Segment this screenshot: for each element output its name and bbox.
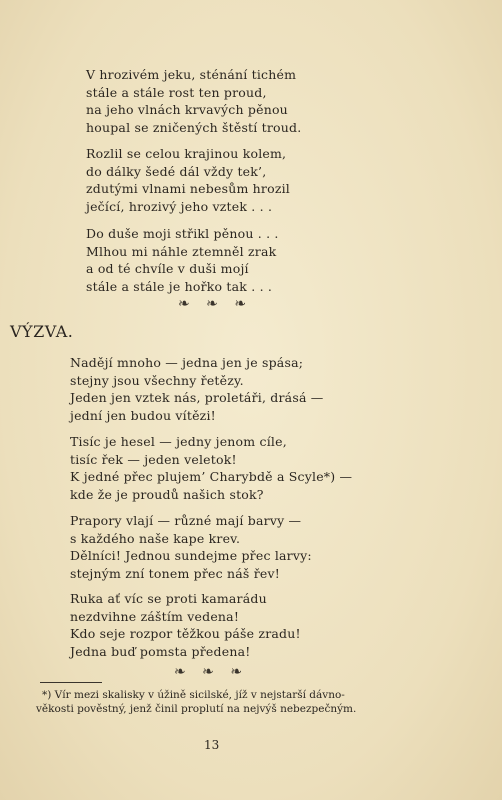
verse-line: K jedné přec plujem’ Charybdě a Scyle*) — bbox=[70, 469, 353, 484]
verse-line: stejny jsou všechny řetězy. bbox=[70, 372, 244, 388]
verse-line: Prapory vlají — různé mají barvy — bbox=[70, 513, 302, 528]
verse-line: jední jen budou vítězi! bbox=[70, 407, 216, 423]
verse-line: s každého naše kape krev. bbox=[70, 530, 241, 546]
verse-line: do dálky šedé dál vždy tek’, bbox=[86, 163, 267, 179]
verse-line: Kdo seje rozpor těžkou páše zradu! bbox=[70, 626, 301, 641]
verse-line: na jeho vlnách krvavých pěnou bbox=[86, 102, 288, 117]
verse-line: V hrozivém jeku, sténání tichém bbox=[86, 67, 297, 82]
verse-line: Rozlil se celou krajinou kolem, bbox=[86, 146, 287, 161]
verse-line: Jeden jen vztek nás, proletáři, drásá — bbox=[70, 390, 324, 405]
verse-line: stejným zní tonem přec náš řev! bbox=[70, 565, 280, 581]
page-number: 13 bbox=[204, 738, 220, 752]
verse-line: stále a stále je hořko tak . . . bbox=[86, 278, 273, 294]
verse-line: kde že je proudů našich stok? bbox=[70, 486, 264, 502]
stanza-2 bbox=[86, 145, 290, 215]
verse-line: Mlhou mi náhle ztemněl zrak bbox=[86, 243, 277, 259]
footnote bbox=[36, 688, 470, 716]
verse-line: zdutými vlnami nebesům hrozil bbox=[86, 181, 291, 196]
footnote-rule bbox=[40, 682, 102, 683]
verse-line: tisíc řek — jeden veletok! bbox=[70, 451, 237, 467]
verse-line: Dělníci! Jednou sundejme přec larvy: bbox=[70, 548, 312, 563]
stanza-5 bbox=[70, 433, 352, 503]
stanza-1 bbox=[86, 66, 301, 136]
stanza-7 bbox=[70, 590, 301, 660]
stanza-3 bbox=[86, 225, 279, 295]
verse-line: a od té chvíle v duši mojí bbox=[86, 261, 249, 276]
footnote-line: věkosti pověstný, jenž činil proplutí na nejvýš nebezpečným. bbox=[36, 703, 357, 715]
verse-line: Ruka ať víc se proti kamarádu bbox=[70, 591, 267, 606]
verse-line: nezdvihne záštím vedena! bbox=[70, 608, 240, 624]
verse-line: Tisíc je hesel — jedny jenom cíle, bbox=[70, 434, 287, 449]
verse-line: Do duše moji střikl pěnou . . . bbox=[86, 226, 279, 241]
verse-line: stále a stále rost ten proud, bbox=[86, 84, 267, 100]
footnote-line: *) Vír mezi skalisky v úžině sicilské, jíž v nejstarší dávno- bbox=[42, 689, 345, 701]
ornament-divider: ❧ ❧ ❧ bbox=[174, 664, 249, 680]
ornament-divider: ❧ ❧ ❧ bbox=[178, 296, 253, 312]
stanza-4 bbox=[70, 354, 323, 424]
verse-line: Jedna buď pomsta předena! bbox=[70, 643, 251, 659]
verse-line: Nadějí mnoho — jedna jen je spása; bbox=[70, 355, 304, 370]
verse-line: ječící, hrozivý jeho vztek . . . bbox=[86, 198, 273, 214]
verse-line: houpal se zničených štěstí troud. bbox=[86, 119, 302, 135]
poem-title: VÝZVA. bbox=[10, 322, 74, 341]
stanza-6 bbox=[70, 512, 312, 582]
